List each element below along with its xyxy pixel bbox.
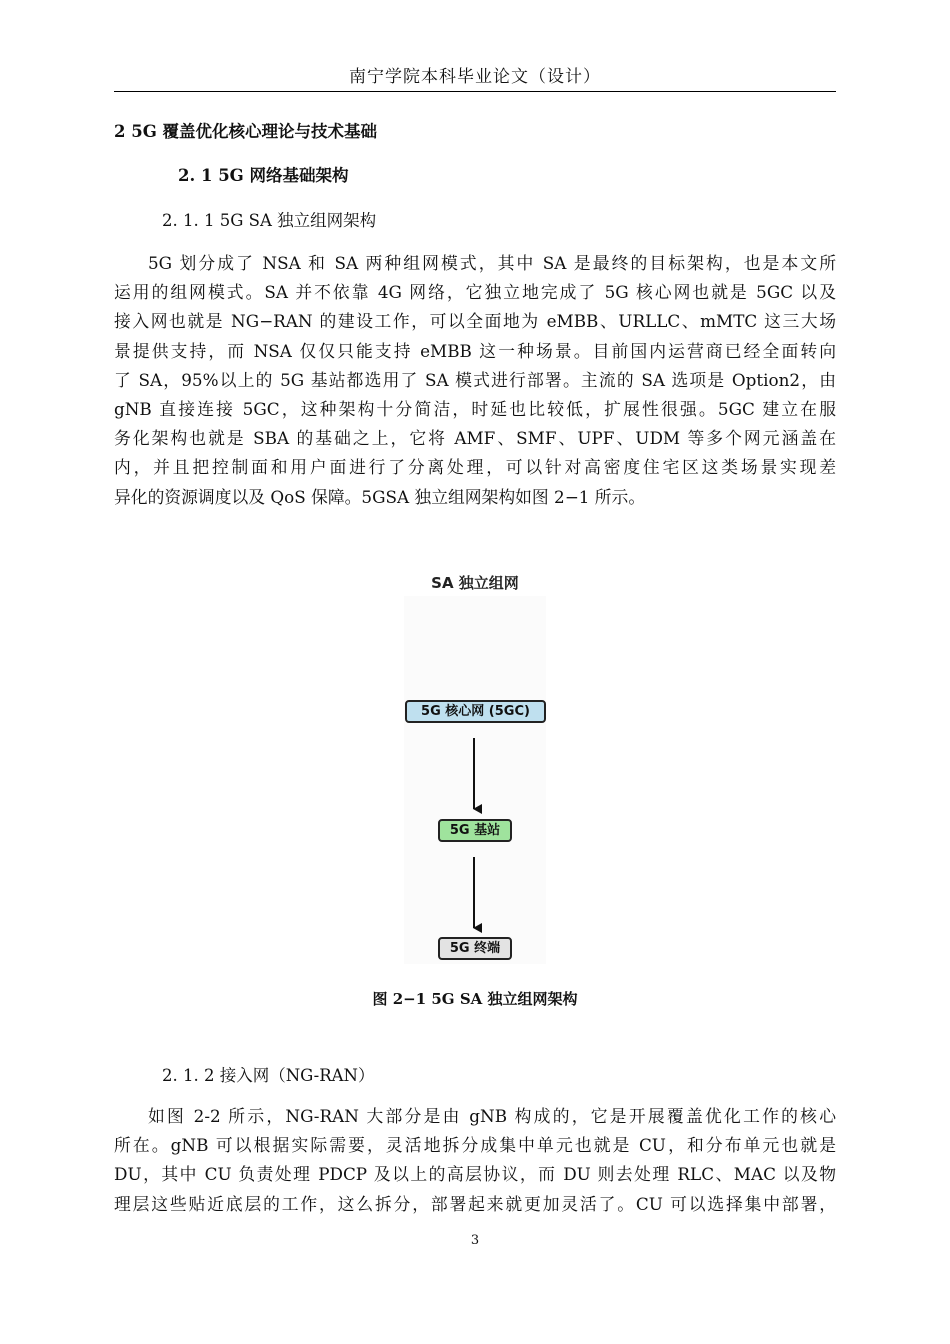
chapter-heading: 2 5G 覆盖优化核心理论与技术基础 — [114, 122, 378, 141]
paragraph-sa-architecture — [114, 249, 836, 512]
core-network-node: 5G 核心网 (5GC) — [405, 700, 546, 723]
paragraph-line: 异化的资源调度以及 QoS 保障。5GSA 独立组网架构如图 2−1 所示。 — [114, 486, 646, 507]
subsection-heading-sa: 2. 1. 1 5G SA 独立组网架构 — [162, 211, 377, 230]
figure-title: SA 独立组网 — [431, 574, 519, 592]
paragraph-line: 运用的组网模式。SA 并不依靠 4G 网络，它独立地完成了 5G 核心网也就是 5GC 以及 — [114, 282, 836, 303]
paragraph-line: 5G 划分成了 NSA 和 SA 两种组网模式，其中 SA 是最终的目标架构，也是本文所 — [148, 253, 836, 273]
paragraph-line: 接入网也就是 NG−RAN 的建设工作，可以全面地为 eMBB、URLLC、mMTC 这三大场 — [114, 311, 836, 332]
figure-caption: 图 2−1 5G SA 独立组网架构 — [372, 990, 578, 1008]
page-number: 3 — [470, 1233, 480, 1248]
paragraph-line: 如图 2-2 所示，NG-RAN 大部分是由 gNB 构成的，它是开展覆盖优化工作的核心 — [148, 1106, 836, 1126]
terminal-node: 5G 终端 — [438, 937, 512, 960]
base-station-node: 5G 基站 — [438, 819, 512, 842]
paragraph-line: DU，其中 CU 负责处理 PDCP 及以上的高层协议，而 DU 则去处理 RLC、MAC 以及物 — [114, 1164, 836, 1185]
paragraph-line: gNB 直接连接 5GC，这种架构十分简洁，时延也比较低，扩展性很强。5GC 建立在服 — [114, 398, 836, 419]
flow-arrows — [398, 566, 552, 966]
subsection-heading-ngran: 2. 1. 2 接入网（NG-RAN） — [162, 1066, 375, 1085]
section-heading: 2. 1 5G 网络基础架构 — [178, 166, 349, 185]
paragraph-ng-ran — [114, 1102, 836, 1219]
sa-architecture-figure — [398, 566, 552, 966]
paragraph-line: 内，并且把控制面和用户面进行了分离处理，可以针对高密度住宅区这类场景实现差 — [114, 457, 836, 478]
paragraph-line: 理层这些贴近底层的工作，这么拆分，部署起来就更加灵活了。CU 可以选择集中部署， — [114, 1193, 836, 1214]
running-header: 南宁学院本科毕业论文（设计） — [349, 67, 601, 87]
header-rule — [114, 91, 836, 92]
paragraph-line: 所在。gNB 可以根据实际需要，灵活地拆分成集中单元也就是 CU，和分布单元也就是 — [114, 1135, 836, 1156]
paragraph-line: 务化架构也就是 SBA 的基础之上，它将 AMF、SMF、UPF、UDM 等多个网元涵盖在 — [114, 428, 836, 449]
paragraph-line: 景提供支持，而 NSA 仅仅只能支持 eMBB 这一种场景。目前国内运营商已经全面转向 — [114, 340, 836, 361]
paragraph-line: 了 SA，95%以上的 5G 基站都选用了 SA 模式进行部署。主流的 SA 选项是 Option2，由 — [114, 369, 836, 390]
